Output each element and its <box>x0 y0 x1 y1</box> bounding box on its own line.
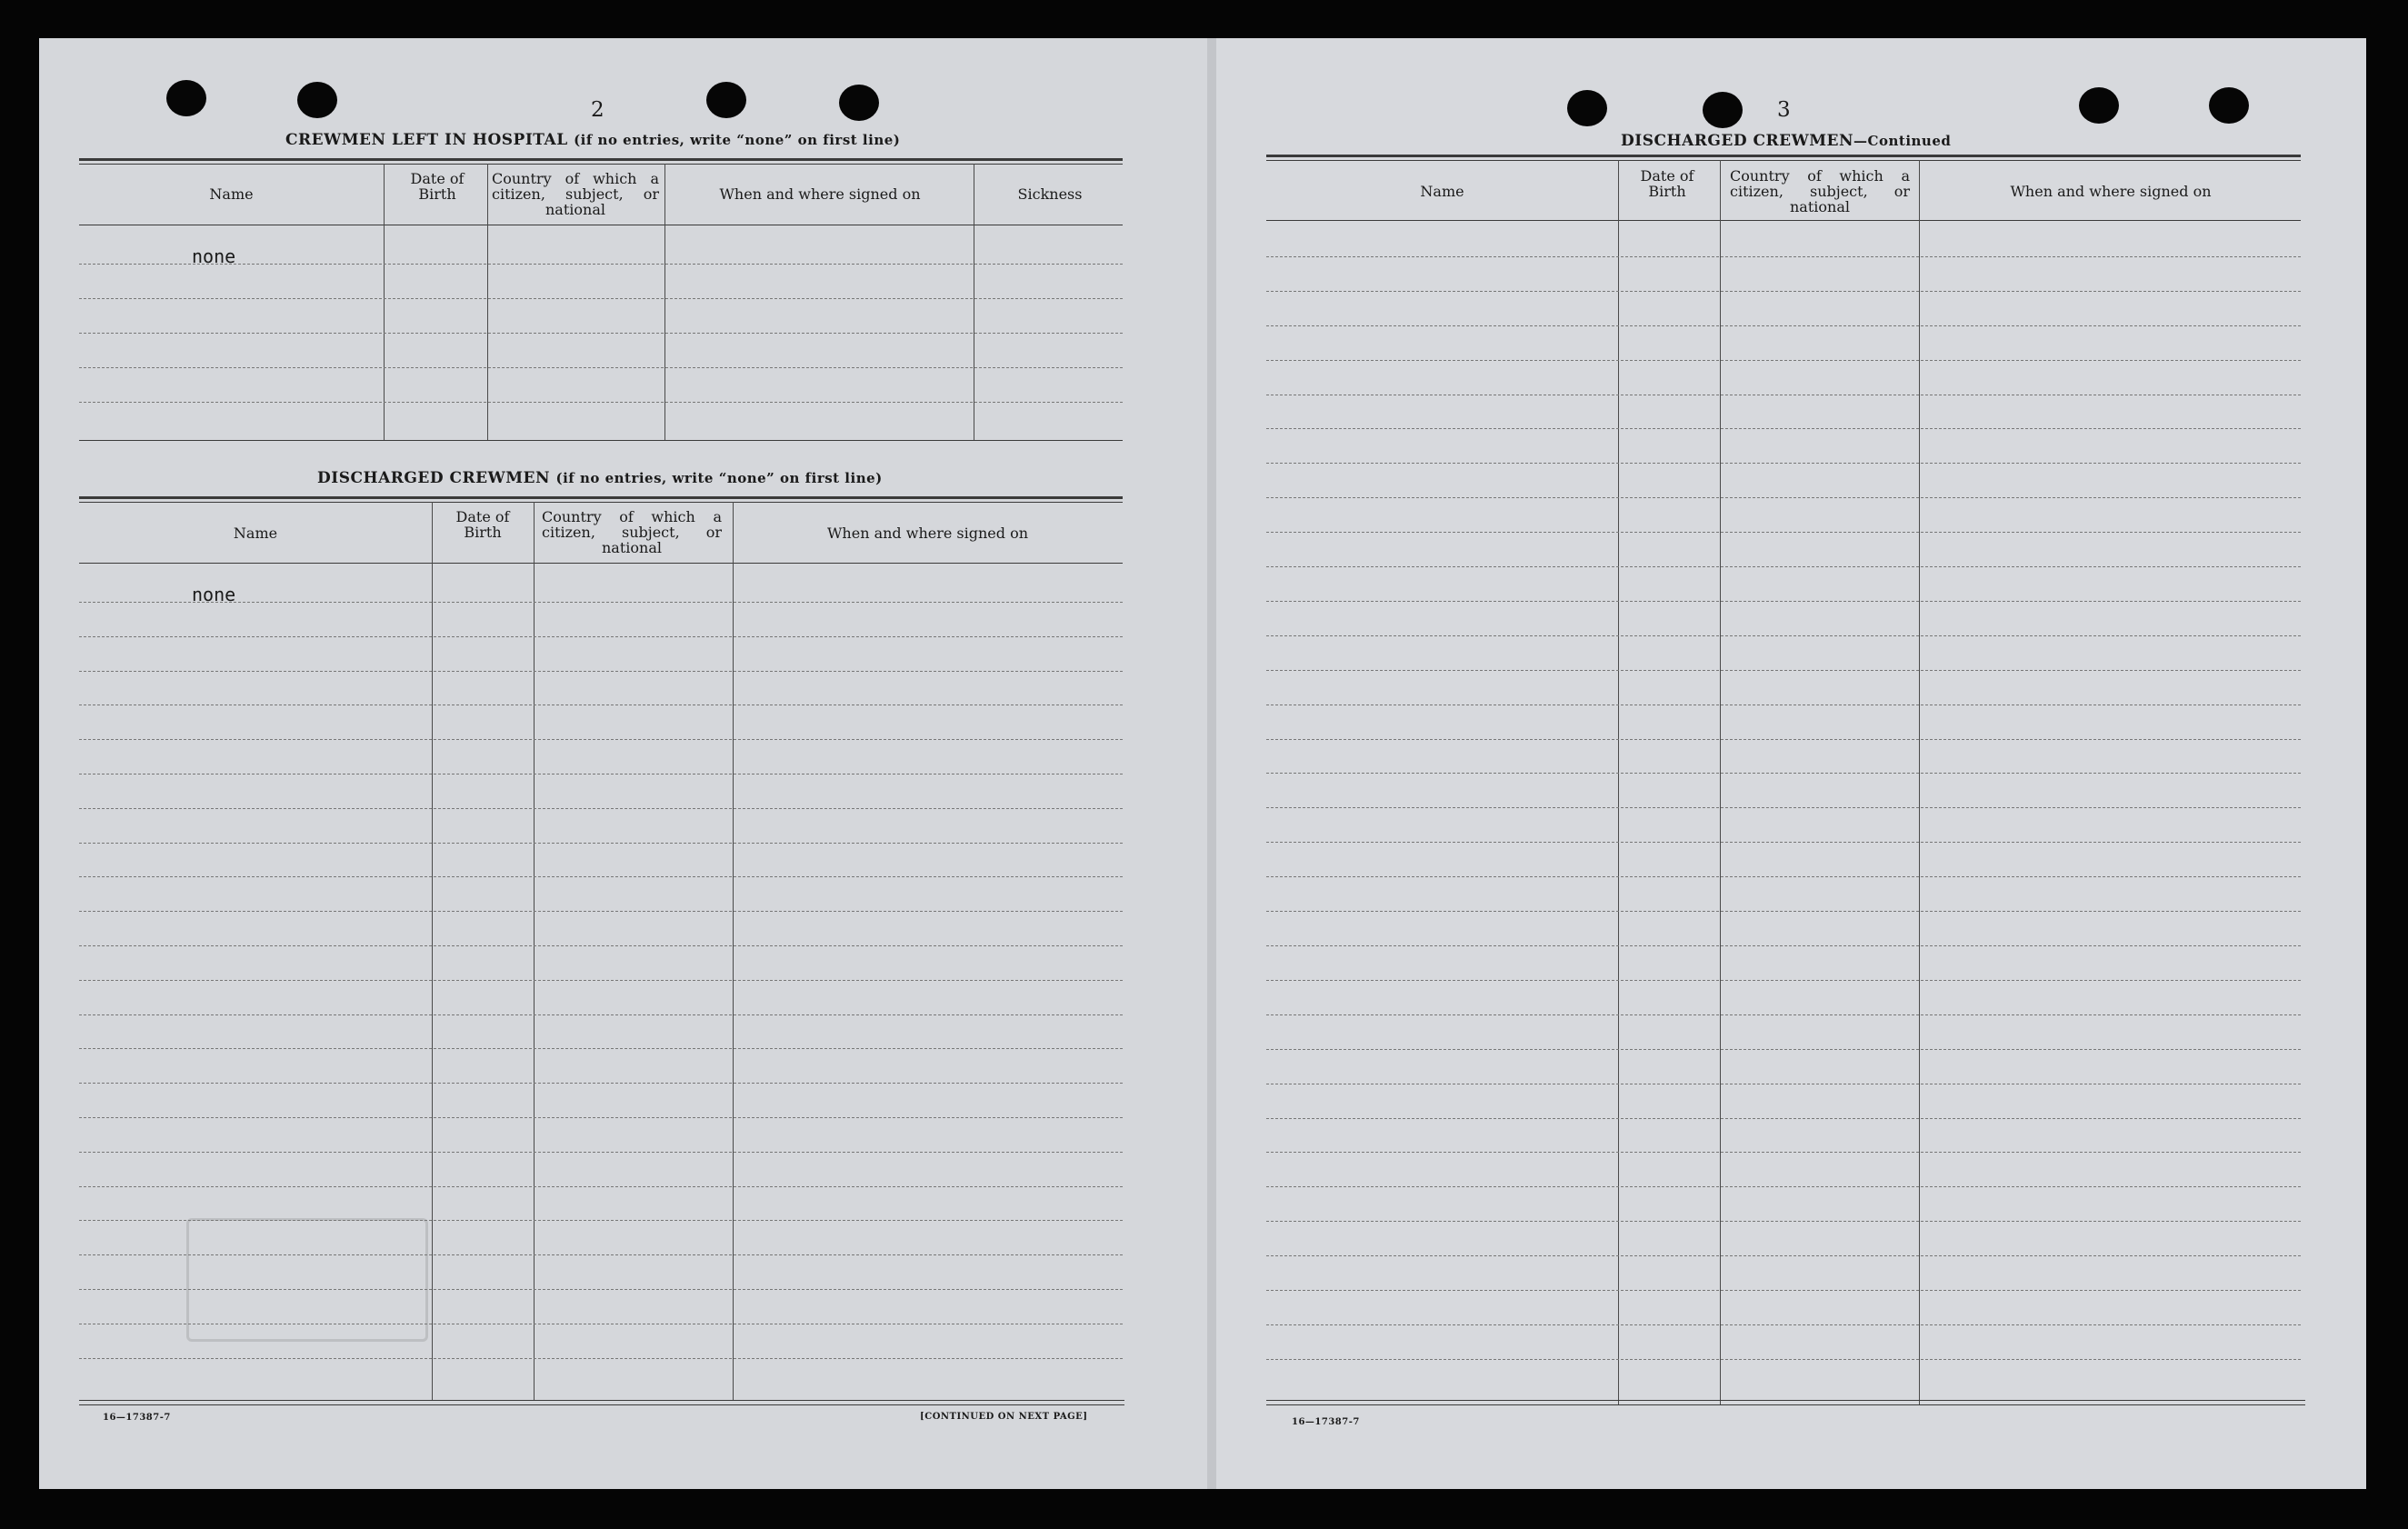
table-row <box>1266 1290 2301 1291</box>
punch-hole <box>706 82 746 118</box>
table-row <box>1266 1049 2301 1050</box>
form-number: 16—17387-7 <box>103 1413 171 1423</box>
punch-hole <box>839 85 879 121</box>
table-row <box>79 264 1123 265</box>
punch-hole <box>2209 87 2249 124</box>
hospital-first-entry: none <box>192 245 236 267</box>
continued-note: [CONTINUED ON NEXT PAGE] <box>920 1412 1088 1422</box>
table-row <box>79 876 1123 877</box>
table-row <box>1266 842 2301 843</box>
hospital-section-title <box>285 131 900 149</box>
column-divider <box>1720 160 1721 1405</box>
column-divider <box>664 164 665 441</box>
table-row <box>1266 980 2301 981</box>
table-top-rule <box>79 158 1123 161</box>
table-row <box>79 636 1123 637</box>
punch-hole <box>166 80 206 116</box>
page-number: 3 <box>1777 98 1791 122</box>
table-row <box>79 945 1123 946</box>
table-row <box>79 808 1123 809</box>
column-header-signed-on: When and where signed on <box>2010 183 2212 200</box>
column-divider <box>1618 160 1619 1405</box>
header-bottom-rule <box>1266 220 2301 221</box>
punch-hole <box>1567 90 1607 126</box>
table-row <box>1266 532 2301 533</box>
table-row <box>79 1254 1123 1255</box>
table-row <box>1266 635 2301 636</box>
punch-hole <box>2079 87 2119 124</box>
table-row <box>1266 1118 2301 1119</box>
table-top-rule <box>79 164 1123 165</box>
table-row <box>1266 1359 2301 1360</box>
table-row <box>1266 1186 2301 1187</box>
page-gutter <box>1207 38 1216 1489</box>
table-row <box>1266 945 2301 946</box>
table-row <box>1266 1152 2301 1153</box>
column-header-signed-on: When and where signed on <box>719 185 921 203</box>
table-row <box>1266 876 2301 877</box>
table-row <box>79 1152 1123 1153</box>
table-top-rule <box>79 502 1123 503</box>
table-bottom-rule <box>1266 1400 2305 1401</box>
table-row <box>1266 463 2301 464</box>
table-row <box>79 402 1123 403</box>
discharged-section-title <box>317 469 883 487</box>
table-row <box>79 671 1123 672</box>
table-row <box>1266 325 2301 326</box>
column-divider <box>384 164 385 441</box>
table-row <box>1266 256 2301 257</box>
table-row <box>1266 428 2301 429</box>
table-top-rule <box>1266 160 2301 161</box>
table-row <box>79 1083 1123 1084</box>
table-row <box>79 739 1123 740</box>
column-header-sickness: Sickness <box>1017 185 1083 203</box>
column-header-name: Name <box>209 185 254 203</box>
column-header-country: Country of which a citizen, subject, or national <box>492 170 659 218</box>
table-bottom-rule <box>79 1404 1124 1405</box>
column-header-date-of-birth: Date of Birth <box>1640 167 1694 200</box>
column-header-date-of-birth: Date of Birth <box>410 170 465 203</box>
table-row <box>79 980 1123 981</box>
table-row <box>79 1220 1123 1221</box>
table-row <box>1266 773 2301 774</box>
column-header-country: Country of which a citizen, subject, or national <box>1730 167 1910 215</box>
punch-hole <box>1703 92 1743 128</box>
page-number: 2 <box>591 98 604 122</box>
table-row <box>79 602 1123 603</box>
column-header-signed-on: When and where signed on <box>826 525 1029 542</box>
discharged-continued-main: DISCHARGED CREWMEN <box>1621 132 1854 150</box>
table-bottom-rule <box>79 440 1123 441</box>
discharged-continued-title <box>1621 132 1951 150</box>
table-row <box>79 1289 1123 1290</box>
table-row <box>1266 1221 2301 1222</box>
discharged-continued-sub: —Continued <box>1853 133 1952 149</box>
table-row <box>1266 291 2301 292</box>
hospital-title: CREWMEN LEFT IN HOSPITAL <box>285 131 568 149</box>
table-row <box>79 367 1123 368</box>
column-header-name: Name <box>1420 183 1464 200</box>
table-row <box>1266 566 2301 567</box>
table-top-rule <box>1266 155 2301 157</box>
table-row <box>79 1048 1123 1049</box>
table-row <box>79 1358 1123 1359</box>
table-row <box>1266 1014 2301 1015</box>
table-top-rule <box>79 496 1123 499</box>
form-number: 16—17387-7 <box>1292 1417 1360 1427</box>
table-row <box>1266 601 2301 602</box>
header-bottom-rule <box>79 563 1123 564</box>
table-row <box>1266 1255 2301 1256</box>
column-header-date-of-birth: Date of Birth <box>455 508 510 541</box>
discharged-subtitle: (if no entries, write “none” on first line) <box>555 470 883 486</box>
table-row <box>1266 670 2301 671</box>
table-row <box>1266 807 2301 808</box>
table-bottom-rule <box>1266 1404 2305 1405</box>
table-row <box>1266 911 2301 912</box>
punch-hole <box>297 82 337 118</box>
table-row <box>1266 739 2301 740</box>
hospital-subtitle: (if no entries, write “none” on first line) <box>574 132 901 148</box>
table-row <box>79 1117 1123 1118</box>
table-row <box>79 1014 1123 1015</box>
table-row <box>79 1186 1123 1187</box>
table-row <box>79 843 1123 844</box>
table-row <box>79 911 1123 912</box>
column-divider <box>1919 160 1920 1405</box>
column-header-name: Name <box>233 525 278 542</box>
table-row <box>1266 360 2301 361</box>
table-bottom-rule <box>79 1400 1124 1401</box>
column-divider <box>487 164 488 441</box>
table-row <box>1266 1324 2301 1325</box>
table-row <box>1266 497 2301 498</box>
column-header-country: Country of which a citizen, subject, or national <box>542 508 722 556</box>
discharged-first-entry: none <box>192 584 236 605</box>
table-row <box>79 298 1123 299</box>
discharged-title: DISCHARGED CREWMEN <box>317 469 551 487</box>
table-row <box>79 333 1123 334</box>
